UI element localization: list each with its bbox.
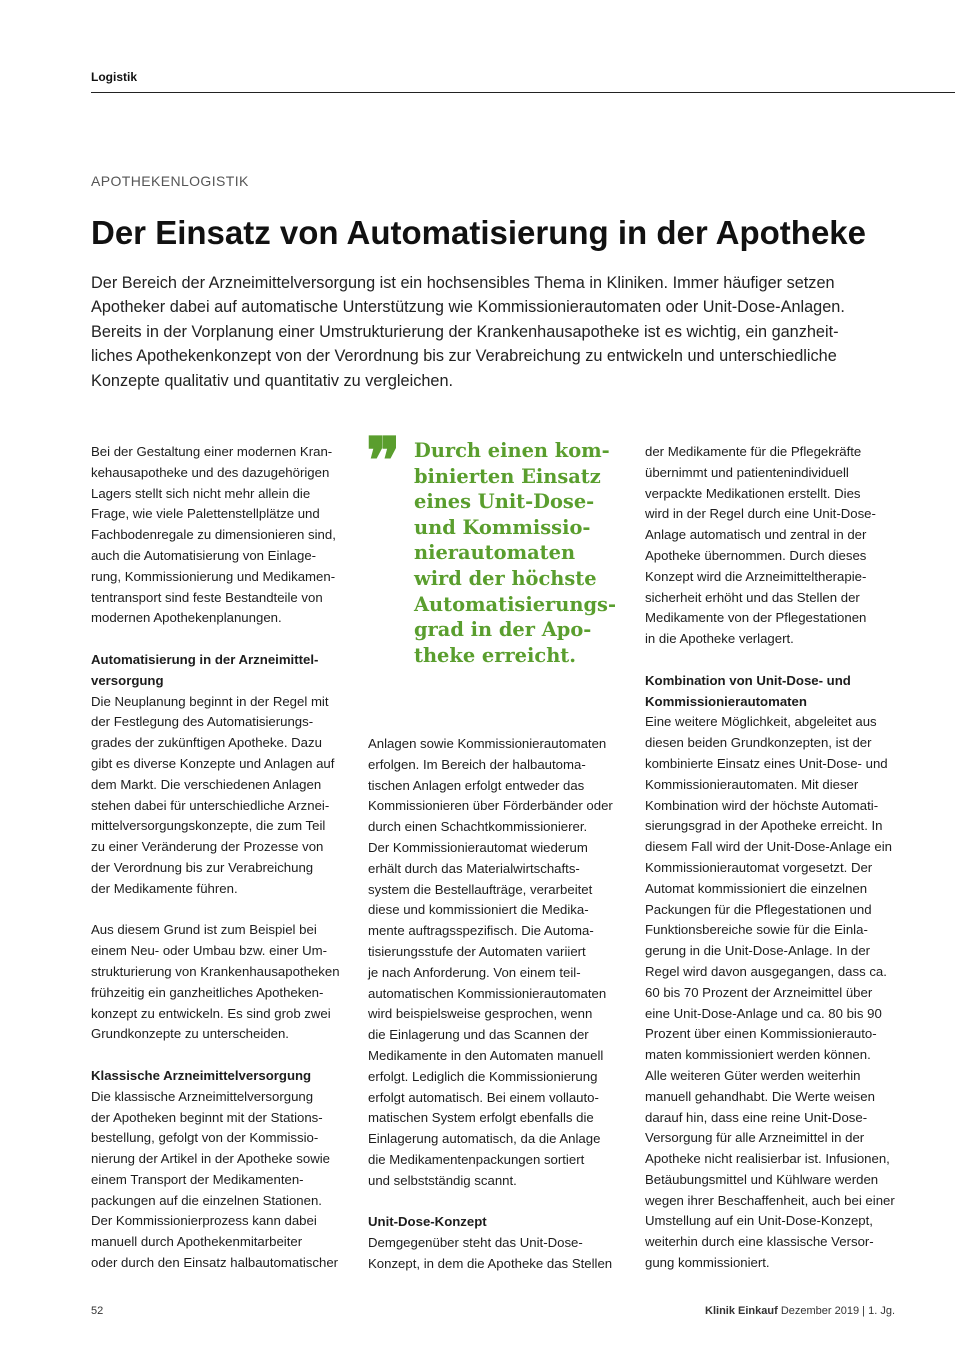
body-text-line: diese und kommissioniert die Medika- bbox=[368, 902, 589, 918]
paragraph-gap bbox=[91, 900, 343, 921]
body-text-line: gibt es diverse Konzepte und Anlagen auf bbox=[91, 755, 335, 771]
body-text-line: konzept zu entwickeln. Es sind grob zwei bbox=[91, 1005, 331, 1021]
body-text-line: packungen auf die einzelnen Stationen. bbox=[91, 1192, 322, 1208]
body-column-3 bbox=[645, 442, 897, 1274]
issue-date: Dezember 2019 bbox=[780, 1305, 860, 1317]
body-text-line: Anlagen sowie Kommissionierautomaten bbox=[368, 736, 607, 751]
body-text-line: Packungen für die Pflegestationen und bbox=[645, 901, 872, 917]
body-text-line: je nach Anforderung. Von einem teil- bbox=[368, 964, 581, 980]
body-text-line: Konzept, in dem die Apotheke das Stellen bbox=[368, 1255, 613, 1271]
body-text-line: durch einen Schachtkommissionierer. bbox=[368, 819, 588, 835]
body-text-line: Grundkonzepte zu unterscheiden. bbox=[91, 1026, 289, 1042]
body-text-line: stehen dabei für unterschiedliche Arznei- bbox=[91, 797, 330, 813]
body-text-line: gung kommissioniert. bbox=[645, 1255, 770, 1271]
pull-quote-line: Durch einen kom- bbox=[414, 439, 610, 462]
pull-quote-line: und Kommissio- bbox=[414, 515, 591, 539]
lead-line: Bereits in der Vorplanung einer Umstrukturierung der Krankenhausapotheke ist es wichtig, ein ganzheit- bbox=[91, 322, 839, 341]
body-text-line: wird in der Regel durch eine Unit-Dose- bbox=[645, 506, 876, 522]
body-text-line: eine Unit-Dose-Anlage und ca. 80 bis 90 bbox=[645, 1005, 882, 1021]
body-text-line: matischen System erfolgt ebenfalls die bbox=[368, 1110, 594, 1126]
pull-quote-line: eines Unit-Dose- bbox=[414, 490, 595, 514]
body-text-line: erfolgt. Lediglich die Kommissionierung bbox=[368, 1068, 598, 1084]
body-text-line: tentransport sind feste Bestandteile von bbox=[91, 589, 323, 605]
body-text-line: Lagers stellt sich nicht mehr allein die bbox=[91, 485, 311, 501]
body-text-line: manuell durch Apothekenmitarbeiter bbox=[91, 1234, 303, 1250]
body-text-line: modernen Apothekenplanungen. bbox=[91, 610, 282, 626]
body-text-line: Regel wird davon ausgegangen, dass ca. bbox=[645, 963, 887, 979]
lead-line: liches Apothekenkonzept von der Verordnung bis zur Verabreichung zu entwickeln und unterschiedliche bbox=[91, 347, 837, 366]
pull-quote-line: grad in der Apo- bbox=[414, 618, 592, 642]
body-text-line: kombinierte Einsatz eines Unit-Dose- und bbox=[645, 755, 888, 771]
footer-imprint bbox=[705, 1305, 895, 1317]
body-text-line: Apotheke übernommen. Durch dieses bbox=[645, 547, 867, 563]
publication-name: Klinik Einkauf bbox=[705, 1305, 778, 1317]
body-text-line: der Medikamente für die Pflegekräfte bbox=[645, 444, 862, 459]
body-text-line: Konzept wird die Arzneimitteltherapie- bbox=[645, 568, 867, 584]
pull-quote bbox=[414, 438, 616, 668]
body-text-line: oder durch den Einsatz halbautomatischer bbox=[91, 1255, 339, 1271]
body-text-line: und selbstständig scannt. bbox=[368, 1172, 517, 1188]
body-text-line: der Festlegung des Automatisierungs- bbox=[91, 714, 314, 730]
body-text-line: grades der zukünftigen Apotheke. Dazu bbox=[91, 735, 322, 751]
body-text-line: einem Neu- oder Umbau bzw. einer Um- bbox=[91, 943, 328, 959]
body-text-line: Kommissionierautomat vorgesetzt. Der bbox=[645, 859, 873, 875]
body-text-line: darauf hin, dass eine reine Unit-Dose- bbox=[645, 1109, 868, 1125]
body-text-line: gerung in die Unit-Dose-Anlage. In der bbox=[645, 943, 871, 959]
body-text-line: kehausapotheke und des dazugehörigen bbox=[91, 464, 330, 480]
body-text-line: rung, Kommissionierung und Medikamen- bbox=[91, 568, 336, 584]
body-text-line: tisierungsstufe der Automaten variiert bbox=[368, 943, 586, 959]
body-text-line: Alle weiteren Güter werden weiterhin bbox=[645, 1067, 861, 1083]
body-text-line: der Verordnung bis zur Verabreichung bbox=[91, 859, 314, 875]
body-text-line: zu einer Veränderung der Prozesse von bbox=[91, 839, 324, 855]
body-text-line: Der Kommissionierautomat wiederum bbox=[368, 839, 588, 855]
body-column-1 bbox=[91, 442, 343, 1274]
body-text-line: mittelversorgungskonzepte, die zum Teil bbox=[91, 818, 326, 834]
body-text-line: Umstellung auf ein Unit-Dose-Konzept, bbox=[645, 1213, 873, 1229]
body-text-line: Medikamente von der Pflegestationen bbox=[645, 610, 867, 626]
body-text-line: einem Transport der Medikamenten- bbox=[91, 1171, 304, 1187]
body-text-line: der Apotheken beginnt mit der Stations- bbox=[91, 1109, 323, 1125]
body-text-line: Der Kommissionierprozess kann dabei bbox=[91, 1213, 317, 1229]
body-text-line: Aus diesem Grund ist zum Beispiel bei bbox=[91, 922, 317, 938]
body-text-line: weiterhin durch eine klassische Versor- bbox=[645, 1234, 874, 1250]
lead-line: Konzepte qualitativ und quantitativ zu vergleichen. bbox=[91, 371, 454, 390]
article-lead bbox=[91, 271, 845, 393]
header-rule bbox=[91, 92, 955, 93]
body-text-line: Kombination wird der höchste Automati- bbox=[645, 797, 879, 813]
body-column-2 bbox=[368, 734, 620, 1275]
body-text-line: Automat kommissioniert die einzelnen bbox=[645, 880, 868, 896]
section-heading-line: Klassische Arzneimittelversorgung bbox=[91, 1067, 312, 1083]
body-text-line: Versorgung für alle Arzneimittel in der bbox=[645, 1130, 865, 1146]
body-text-line: frühzeitig ein ganzheitliches Apotheken- bbox=[91, 984, 324, 1000]
body-text-line: maten kommissioniert werden können. bbox=[645, 1047, 871, 1063]
body-text-line: in die Apotheke verlagert. bbox=[645, 631, 794, 647]
body-text-line: system die Bestellaufträge, verarbeitet bbox=[368, 881, 593, 897]
pull-quote-line: nierautomaten bbox=[414, 541, 576, 565]
body-text-line: Anlage automatisch und zentral in der bbox=[645, 527, 867, 543]
body-text-line: Apotheke nicht realisierbar ist. Infusionen, bbox=[645, 1151, 890, 1167]
body-text-line: mente auftragsspezifisch. Die Automa- bbox=[368, 923, 594, 939]
body-text-line: 60 bis 70 Prozent der Arzneimittel über bbox=[645, 984, 873, 1000]
body-text-line: übernimmt und patientenindividuell bbox=[645, 464, 849, 480]
volume: 1. Jg. bbox=[868, 1305, 895, 1317]
section-heading-line: versorgung bbox=[91, 672, 164, 688]
body-text-line: Kommissionierautomaten. Mit dieser bbox=[645, 776, 859, 792]
body-text-line: erfolgt automatisch. Bei einem vollauto- bbox=[368, 1089, 599, 1105]
body-text-line: Eine weitere Möglichkeit, abgeleitet aus bbox=[645, 714, 877, 730]
page-number: 52 bbox=[91, 1305, 104, 1317]
body-text-line: verpackte Medikationen erstellt. Dies bbox=[645, 485, 861, 501]
paragraph-gap bbox=[368, 1192, 620, 1213]
pull-quote-line: Automatisierungs- bbox=[414, 592, 616, 616]
body-text-line: manuell gehandhabt. Die Werte weisen bbox=[645, 1088, 875, 1104]
body-text-line: diesem Fall wird der Unit-Dose-Anlage ein bbox=[645, 839, 893, 855]
body-text-line: Fachbodenregale zu dimensionieren sind, bbox=[91, 527, 336, 543]
quote-mark-icon: ❞ bbox=[366, 424, 401, 499]
body-text-line: die Medikamentenpackungen sortiert bbox=[368, 1151, 585, 1167]
article-kicker: APOTHEKENLOGISTIK bbox=[91, 173, 249, 189]
body-text-line: wird beispielsweise gesprochen, wenn bbox=[368, 1006, 593, 1022]
body-text-line: diesen beiden Grundkonzepten, ist der bbox=[645, 735, 872, 751]
paragraph-gap bbox=[91, 629, 343, 650]
footer-separator: | bbox=[862, 1305, 866, 1317]
section-heading-line: Automatisierung in der Arzneimittel- bbox=[91, 651, 319, 667]
body-text-line: Einlagerung automatisch, da die Anlage bbox=[368, 1131, 601, 1147]
section-heading-line: Kombination von Unit-Dose- und bbox=[645, 672, 851, 688]
lead-line: Der Bereich der Arzneimittelversorgung ist ein hochsensibles Thema in Kliniken. Immer häufiger setzen bbox=[91, 274, 835, 292]
body-text-line: die Einlagerung und das Scannen der bbox=[368, 1027, 589, 1043]
body-text-line: Die klassische Arzneimittelversorgung bbox=[91, 1088, 314, 1104]
body-text-line: automatischen Kommissionierautomaten bbox=[368, 985, 607, 1001]
pull-quote-line: binierten Einsatz bbox=[414, 464, 601, 488]
body-text-line: Frage, wie viele Palettenstellplätze und bbox=[91, 506, 320, 522]
body-text-line: Funktionsbereiche sowie für die Einla- bbox=[645, 922, 868, 938]
body-text-line: der Medikamente führen. bbox=[91, 880, 238, 896]
pull-quote-line: wird der höchste bbox=[414, 566, 597, 590]
body-text-line: Betäubungsmittel und Kühlware werden bbox=[645, 1171, 879, 1187]
section-heading-line: Kommissionierautomaten bbox=[645, 693, 807, 709]
section-heading-line: Unit-Dose-Konzept bbox=[368, 1214, 487, 1230]
body-text-line: Die Neuplanung beginnt in der Regel mit bbox=[91, 693, 329, 709]
body-text-line: Kommissionieren über Förderbänder oder bbox=[368, 798, 613, 814]
paragraph-gap bbox=[91, 1045, 343, 1066]
body-text-line: Bei der Gestaltung einer modernen Kran- bbox=[91, 444, 333, 459]
body-text-line: nierung der Artikel in der Apotheke sowie bbox=[91, 1151, 330, 1167]
paragraph-gap bbox=[645, 650, 897, 671]
pull-quote-line: theke erreicht. bbox=[414, 643, 576, 667]
body-text-line: erfolgen. Im Bereich der halbautoma- bbox=[368, 756, 586, 772]
body-text-line: auch die Automatisierung von Einlage- bbox=[91, 547, 317, 563]
body-text-line: bestellung, gefolgt von der Kommissio- bbox=[91, 1130, 319, 1146]
body-text-line: dem Markt. Die verschiedenen Anlagen bbox=[91, 776, 322, 792]
body-text-line: Prozent über einen Kommissionierauto- bbox=[645, 1026, 877, 1042]
lead-line: Apotheker dabei auf automatische Unterstützung wie Kommissionierautomaten oder Unit-Dose-Anlagen. bbox=[91, 298, 845, 317]
body-text-line: sierungsgrad in der Apotheke erreicht. In bbox=[645, 818, 883, 834]
article-title: Der Einsatz von Automatisierung in der Apotheke bbox=[91, 214, 867, 251]
body-text-line: tischen Anlagen erfolgt entweder das bbox=[368, 777, 585, 793]
body-text-line: Medikamente in den Automaten manuell bbox=[368, 1047, 604, 1063]
body-text-line: erhält durch das Materialwirtschafts- bbox=[368, 860, 580, 876]
body-text-line: Demgegenüber steht das Unit-Dose- bbox=[368, 1235, 583, 1251]
section-label: Logistik bbox=[91, 70, 138, 84]
body-text-line: wegen ihrer Beschaffenheit, auch bei einer bbox=[645, 1192, 895, 1208]
body-text-line: sicherheit erhöht und das Stellen der bbox=[645, 589, 860, 605]
body-text-line: strukturierung von Krankenhausapotheken bbox=[91, 963, 340, 979]
